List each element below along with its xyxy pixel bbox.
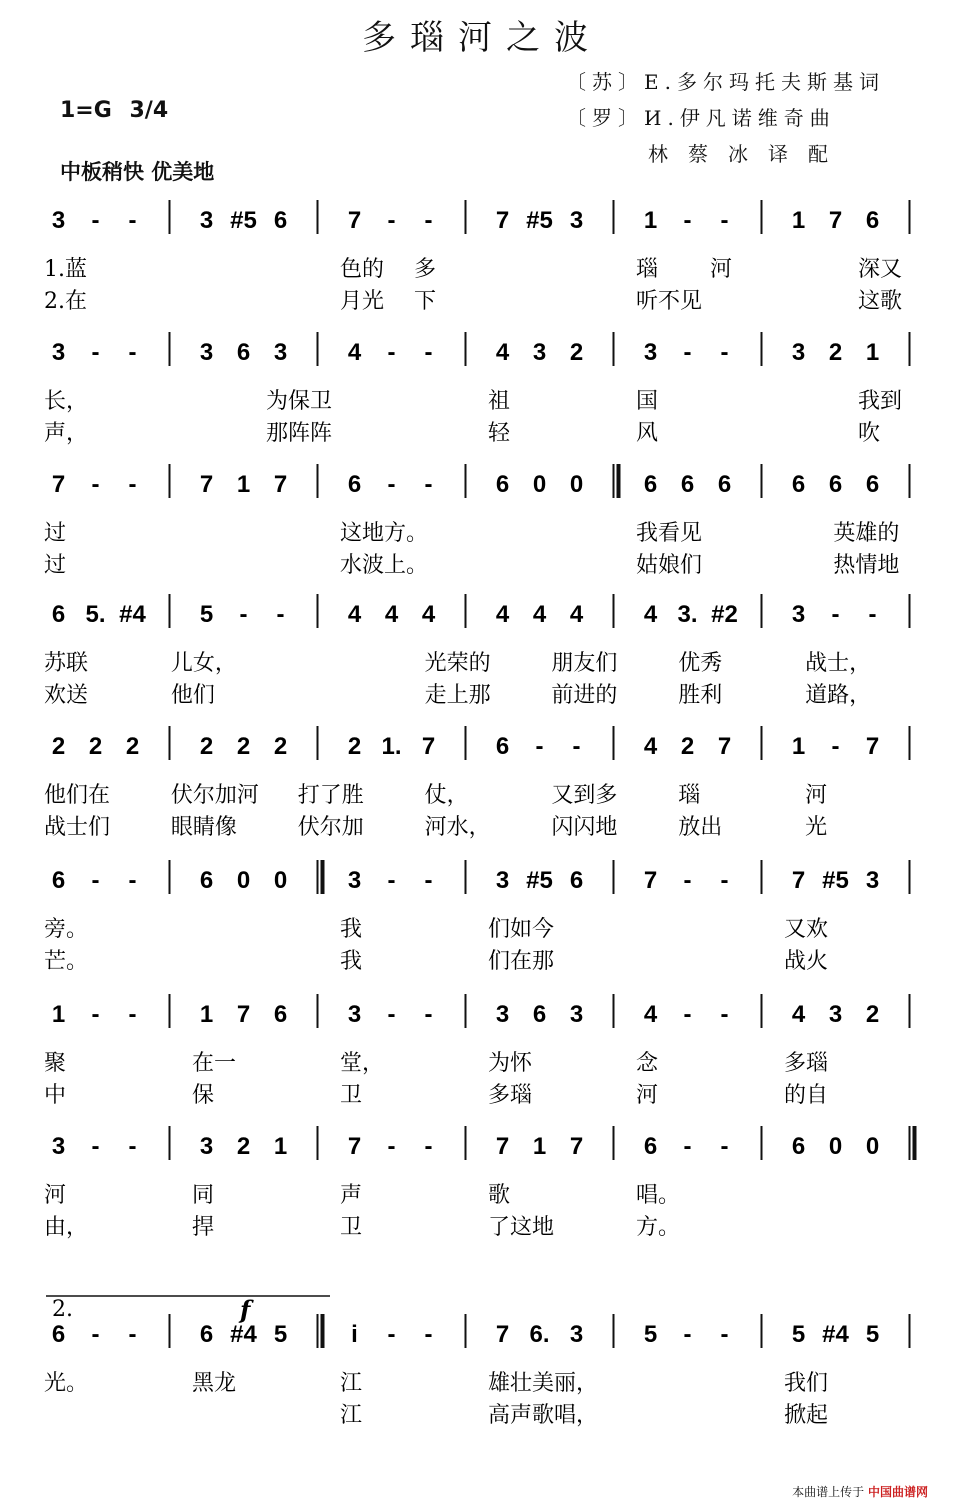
note-symbol: 5 xyxy=(643,1321,658,1348)
lyric-syllable: 我看见 xyxy=(636,521,703,546)
note-symbol: - xyxy=(424,867,433,894)
note-symbol: 6 xyxy=(199,867,214,894)
note-symbol: 4 xyxy=(347,601,362,628)
lyric-syllable: 英雄的 xyxy=(833,521,900,546)
note-symbol: - xyxy=(91,471,100,498)
lyric-syllable: 同 xyxy=(192,1183,215,1208)
lyric-syllable: 在一 xyxy=(192,1051,237,1076)
note-symbol: 6 xyxy=(643,471,658,498)
note-symbol: - xyxy=(128,471,137,498)
lyric-syllable: 河 xyxy=(636,1083,659,1108)
lyric-syllable: 祖 xyxy=(488,389,511,414)
note-symbol: - xyxy=(683,1001,692,1028)
note-symbol: 7 xyxy=(347,1133,362,1160)
note-symbol: 7 xyxy=(495,1321,510,1348)
lyric-syllable: 下 xyxy=(414,289,437,314)
note-symbol: 4 xyxy=(569,601,584,628)
note-symbol: #5 xyxy=(230,207,257,234)
note-symbol: 3 xyxy=(495,1001,510,1028)
note-symbol: 2 xyxy=(865,1001,880,1028)
lyric-syllable: 我 xyxy=(340,949,363,974)
time-signature: 3/4 xyxy=(129,98,169,123)
lyric-syllable: 方。 xyxy=(636,1215,681,1240)
note-symbol: 4 xyxy=(791,1001,806,1028)
note-symbol: 4 xyxy=(643,1001,658,1028)
note-symbol: 1 xyxy=(199,1001,214,1028)
note-symbol: 5 xyxy=(865,1321,880,1348)
note-symbol: - xyxy=(91,1001,100,1028)
note-symbol: 3 xyxy=(828,1001,843,1028)
lyric-syllable: 月光 xyxy=(340,289,385,314)
note-symbol: - xyxy=(720,1133,729,1160)
note-symbol: 7 xyxy=(51,471,66,498)
note-symbol: - xyxy=(128,1133,137,1160)
note-symbol: 0 xyxy=(273,867,288,894)
note-symbol: - xyxy=(387,1001,396,1028)
note-symbol: 3 xyxy=(273,339,288,366)
note-symbol: - xyxy=(720,867,729,894)
lyric-syllable: 道路， xyxy=(805,683,872,708)
lyric-syllable: 的自 xyxy=(784,1083,829,1108)
lyric-syllable: 堂， xyxy=(340,1051,385,1076)
lyric-syllable: 打了胜 xyxy=(297,783,364,808)
lyric-syllable: 捍 xyxy=(192,1215,215,1240)
note-symbol: - xyxy=(831,601,840,628)
lyric-syllable: 战火 xyxy=(784,949,829,974)
lyric-syllable: 热情地 xyxy=(833,553,900,578)
lyric-syllable: 黑龙 xyxy=(192,1371,237,1396)
note-symbol: 0 xyxy=(865,1133,880,1160)
lyric-syllable: 念 xyxy=(636,1051,659,1076)
note-symbol: 6 xyxy=(273,207,288,234)
lyric-syllable: 仗， xyxy=(424,783,469,808)
note-symbol: 4 xyxy=(495,601,510,628)
lyric-syllable: 多 xyxy=(414,257,437,282)
lyric-syllable: 声， xyxy=(44,421,89,446)
lyric-syllable: 胜利 xyxy=(678,683,723,708)
note-symbol: 6 xyxy=(495,471,510,498)
note-symbol: - xyxy=(572,733,581,760)
note-symbol: 3 xyxy=(51,207,66,234)
note-symbol: 3 xyxy=(347,867,362,894)
lyric-syllable: 他们 xyxy=(170,683,215,708)
note-symbol: 1 xyxy=(791,207,806,234)
note-symbol: 1 xyxy=(643,207,658,234)
note-symbol: 1 xyxy=(865,339,880,366)
note-symbol: - xyxy=(128,867,137,894)
note-symbol: - xyxy=(720,339,729,366)
lyric-syllable: 他们在 xyxy=(44,783,111,808)
note-symbol: #5 xyxy=(526,867,553,894)
note-symbol: 4 xyxy=(384,601,399,628)
note-symbol: 6 xyxy=(347,471,362,498)
note-symbol: 3 xyxy=(51,1133,66,1160)
note-symbol: 2 xyxy=(273,733,288,760)
note-symbol: 7 xyxy=(236,1001,251,1028)
note-symbol: 0 xyxy=(532,471,547,498)
site-footer xyxy=(792,1483,928,1500)
site-logo: 中国曲谱网 xyxy=(867,1485,928,1499)
note-symbol: - xyxy=(387,867,396,894)
note-symbol: 2 xyxy=(347,733,362,760)
note-symbol: 3 xyxy=(569,1321,584,1348)
note-symbol: #4 xyxy=(230,1321,257,1348)
lyric-syllable: 又到多 xyxy=(551,783,618,808)
note-symbol: 6 xyxy=(680,471,695,498)
note-symbol: 2 xyxy=(680,733,695,760)
lyric-syllable: 光荣的 xyxy=(424,651,491,676)
note-symbol: 7 xyxy=(347,207,362,234)
note-symbol: - xyxy=(683,339,692,366)
note-symbol: 1 xyxy=(51,1001,66,1028)
note-symbol: - xyxy=(831,733,840,760)
lyricist-credit: 〔苏〕E.多尔玛托夫斯基词 xyxy=(566,70,885,94)
lyric-syllable: 战士们 xyxy=(44,815,111,840)
note-symbol: 4 xyxy=(643,601,658,628)
note-symbol: 5 xyxy=(199,601,214,628)
note-symbol: - xyxy=(91,1133,100,1160)
note-symbol: - xyxy=(424,1321,433,1348)
note-symbol: 6 xyxy=(199,1321,214,1348)
lyric-syllable: 河 xyxy=(44,1183,67,1208)
note-symbol: 6 xyxy=(865,471,880,498)
lyric-syllable: 唱。 xyxy=(636,1183,681,1208)
note-symbol: 6 xyxy=(51,601,66,628)
note-symbol: - xyxy=(276,601,285,628)
lyric-syllable: 江 xyxy=(340,1371,363,1396)
note-symbol: 2 xyxy=(88,733,103,760)
lyric-syllable: 卫 xyxy=(340,1215,363,1240)
note-symbol: 1 xyxy=(236,471,251,498)
note-symbol: 3 xyxy=(865,867,880,894)
lyric-syllable: 走上那 xyxy=(424,683,491,708)
lyric-syllable: 声 xyxy=(340,1183,363,1208)
note-symbol: - xyxy=(720,207,729,234)
lyric-syllable: 伏尔加 xyxy=(297,815,364,840)
lyric-syllable: 光 xyxy=(805,815,828,840)
lyric-syllable: 我 xyxy=(340,917,363,942)
note-symbol: - xyxy=(424,1001,433,1028)
lyric-syllable: 瑙 xyxy=(636,257,659,282)
note-symbol: 2 xyxy=(51,733,66,760)
note-symbol: 3 xyxy=(347,1001,362,1028)
lyric-syllable: 听不见 xyxy=(636,289,703,314)
note-symbol: 1. xyxy=(381,733,402,760)
lyric-syllable: 为怀 xyxy=(488,1051,533,1076)
note-symbol: 6 xyxy=(643,1133,658,1160)
tempo-marking: 中板稍快 优美地 xyxy=(60,160,215,184)
note-symbol: 6 xyxy=(791,471,806,498)
lyric-syllable: 江 xyxy=(340,1403,363,1428)
translator-credit: 林蔡冰译配 xyxy=(648,142,848,166)
note-symbol: - xyxy=(720,1321,729,1348)
lyric-syllable: 儿女， xyxy=(170,651,237,676)
lyric-syllable: 风 xyxy=(636,421,659,446)
note-symbol: 6 xyxy=(236,339,251,366)
note-symbol: 0 xyxy=(828,1133,843,1160)
footer-text: 本曲谱上传于 xyxy=(792,1485,865,1499)
lyric-syllable: 了这地 xyxy=(488,1215,555,1240)
note-symbol: - xyxy=(128,1001,137,1028)
note-symbol: 0 xyxy=(236,867,251,894)
lyric-syllable: 轻 xyxy=(488,421,511,446)
note-symbol: 6 xyxy=(569,867,584,894)
note-symbol: - xyxy=(424,471,433,498)
lyric-syllable: 国 xyxy=(636,389,659,414)
note-symbol: #4 xyxy=(119,601,146,628)
note-symbol: 7 xyxy=(828,207,843,234)
note-symbol: - xyxy=(91,339,100,366)
lyric-syllable: 长， xyxy=(44,389,89,414)
note-symbol: #4 xyxy=(822,1321,849,1348)
note-symbol: 2 xyxy=(236,733,251,760)
lyric-syllable: 卫 xyxy=(340,1083,363,1108)
note-symbol: #5 xyxy=(526,207,553,234)
note-symbol: 6. xyxy=(529,1321,550,1348)
lyric-syllable: 前进的 xyxy=(551,683,618,708)
note-symbol: 6 xyxy=(865,207,880,234)
note-symbol: 4 xyxy=(643,733,658,760)
note-symbol: 3 xyxy=(791,601,806,628)
note-symbol: - xyxy=(424,1133,433,1160)
note-symbol: 7 xyxy=(569,1133,584,1160)
note-symbol: - xyxy=(128,1321,137,1348)
note-symbol: 3 xyxy=(569,1001,584,1028)
lyric-syllable: 们在那 xyxy=(488,949,555,974)
note-symbol: 3 xyxy=(532,339,547,366)
note-symbol: - xyxy=(91,1321,100,1348)
note-symbol: 3 xyxy=(569,207,584,234)
note-symbol: 6 xyxy=(51,1321,66,1348)
lyric-syllable: 闪闪地 xyxy=(551,815,618,840)
note-symbol: 6 xyxy=(51,867,66,894)
note-symbol: - xyxy=(683,867,692,894)
note-symbol: 4 xyxy=(347,339,362,366)
lyric-syllable: 中 xyxy=(44,1083,67,1108)
note-symbol: 7 xyxy=(717,733,732,760)
note-symbol: 5. xyxy=(85,601,106,628)
note-symbol: 7 xyxy=(791,867,806,894)
note-symbol: 1 xyxy=(532,1133,547,1160)
note-symbol: 3 xyxy=(791,339,806,366)
note-symbol: - xyxy=(535,733,544,760)
note-symbol: - xyxy=(387,339,396,366)
note-symbol: 2 xyxy=(569,339,584,366)
note-symbol: 3 xyxy=(199,339,214,366)
note-symbol: 5 xyxy=(791,1321,806,1348)
note-symbol: - xyxy=(91,867,100,894)
lyric-syllable: 歌 xyxy=(488,1183,511,1208)
note-symbol: #5 xyxy=(822,867,849,894)
note-symbol: 0 xyxy=(569,471,584,498)
dynamic-marking: f xyxy=(240,1295,251,1324)
lyric-syllable: 瑙 xyxy=(678,783,701,808)
lyric-syllable: 水波上。 xyxy=(340,553,429,578)
note-symbol: #2 xyxy=(711,601,738,628)
lyric-syllable: 高声歌唱， xyxy=(488,1403,599,1428)
lyric-syllable: 为保卫 xyxy=(266,389,333,414)
note-symbol: 6 xyxy=(828,471,843,498)
note-symbol: 1 xyxy=(791,733,806,760)
lyric-syllable: 我到 xyxy=(858,389,903,414)
note-symbol: 3 xyxy=(199,207,214,234)
lyric-syllable: 苏联 xyxy=(44,651,89,676)
lyric-syllable: 河 xyxy=(710,257,733,282)
lyric-syllable: 光。 xyxy=(44,1371,89,1396)
lyric-syllable: 由， xyxy=(44,1215,89,1240)
note-symbol: 7 xyxy=(865,733,880,760)
note-symbol: 2 xyxy=(125,733,140,760)
lyric-syllable: 雄壮美丽， xyxy=(488,1371,599,1396)
note-symbol: 3 xyxy=(643,339,658,366)
note-symbol: - xyxy=(720,1001,729,1028)
lyric-syllable: 过 xyxy=(44,521,67,546)
note-symbol: 7 xyxy=(495,207,510,234)
note-symbol: - xyxy=(424,207,433,234)
note-symbol: 3 xyxy=(51,339,66,366)
lyric-syllable: 色的 xyxy=(340,257,385,282)
note-symbol: 3 xyxy=(199,1133,214,1160)
note-symbol: 7 xyxy=(421,733,436,760)
lyric-syllable: 保 xyxy=(192,1083,215,1108)
note-symbol: - xyxy=(868,601,877,628)
note-symbol: 2 xyxy=(828,339,843,366)
note-symbol: - xyxy=(128,207,137,234)
lyric-syllable: 多瑙 xyxy=(488,1083,533,1108)
note-symbol: 2 xyxy=(236,1133,251,1160)
lyric-syllable: 掀起 xyxy=(784,1403,829,1428)
lyric-syllable: 2.在 xyxy=(44,289,87,314)
lyric-syllable: 河水， xyxy=(424,815,491,840)
note-symbol: 7 xyxy=(643,867,658,894)
note-symbol: - xyxy=(387,207,396,234)
note-symbol: - xyxy=(424,339,433,366)
note-symbol: 3 xyxy=(495,867,510,894)
note-symbol: 1 xyxy=(273,1133,288,1160)
note-symbol: - xyxy=(683,1133,692,1160)
lyric-syllable: 河 xyxy=(805,783,828,808)
note-symbol: - xyxy=(387,1133,396,1160)
note-symbol: 3. xyxy=(677,601,698,628)
lyric-syllable: 我们 xyxy=(784,1371,829,1396)
lyric-syllable: 吹 xyxy=(858,421,881,446)
note-symbol: 7 xyxy=(199,471,214,498)
note-symbol: 4 xyxy=(421,601,436,628)
lyric-syllable: 朋友们 xyxy=(551,651,618,676)
composer-credit: 〔罗〕И.伊凡诺维奇曲 xyxy=(566,106,836,130)
note-symbol: - xyxy=(91,207,100,234)
note-symbol: 5 xyxy=(273,1321,288,1348)
note-symbol: - xyxy=(387,1321,396,1348)
lyric-syllable: 眼睛像 xyxy=(170,815,237,840)
note-symbol: 7 xyxy=(495,1133,510,1160)
note-symbol: - xyxy=(239,601,248,628)
key-text: 1=G xyxy=(60,98,112,123)
note-symbol: 4 xyxy=(495,339,510,366)
note-symbol: - xyxy=(387,471,396,498)
note-symbol: 6 xyxy=(532,1001,547,1028)
lyric-syllable: 过 xyxy=(44,553,67,578)
note-symbol: 6 xyxy=(273,1001,288,1028)
note-symbol: 6 xyxy=(495,733,510,760)
lyric-syllable: 1.蓝 xyxy=(44,257,87,282)
lyric-syllable: 伏尔加河 xyxy=(170,783,259,808)
lyric-syllable: 姑娘们 xyxy=(636,553,703,578)
note-symbol: - xyxy=(128,339,137,366)
lyric-syllable: 战士， xyxy=(805,651,872,676)
volta-label: 2. xyxy=(52,1297,73,1322)
note-symbol: 6 xyxy=(717,471,732,498)
lyric-syllable: 这地方。 xyxy=(340,521,429,546)
lyric-syllable: 放出 xyxy=(678,815,723,840)
lyric-syllable: 聚 xyxy=(44,1051,67,1076)
note-symbol: - xyxy=(683,207,692,234)
song-title: 多瑙河之波 xyxy=(362,18,602,58)
note-symbol: - xyxy=(683,1321,692,1348)
lyric-syllable: 又欢 xyxy=(784,917,829,942)
lyric-syllable: 这歌 xyxy=(858,289,903,314)
note-symbol: i xyxy=(351,1321,358,1348)
lyric-syllable: 优秀 xyxy=(678,651,723,676)
lyric-syllable: 深又 xyxy=(858,257,903,282)
lyric-syllable: 多瑙 xyxy=(784,1051,829,1076)
note-symbol: 2 xyxy=(199,733,214,760)
note-symbol: 7 xyxy=(273,471,288,498)
note-symbol: 6 xyxy=(791,1133,806,1160)
lyric-syllable: 们如今 xyxy=(488,917,555,942)
lyric-syllable: 欢送 xyxy=(44,683,89,708)
lyric-syllable: 芒。 xyxy=(44,949,89,974)
lyric-syllable: 旁。 xyxy=(44,917,89,942)
note-symbol: 4 xyxy=(532,601,547,628)
lyric-syllable: 那阵阵 xyxy=(266,421,333,446)
